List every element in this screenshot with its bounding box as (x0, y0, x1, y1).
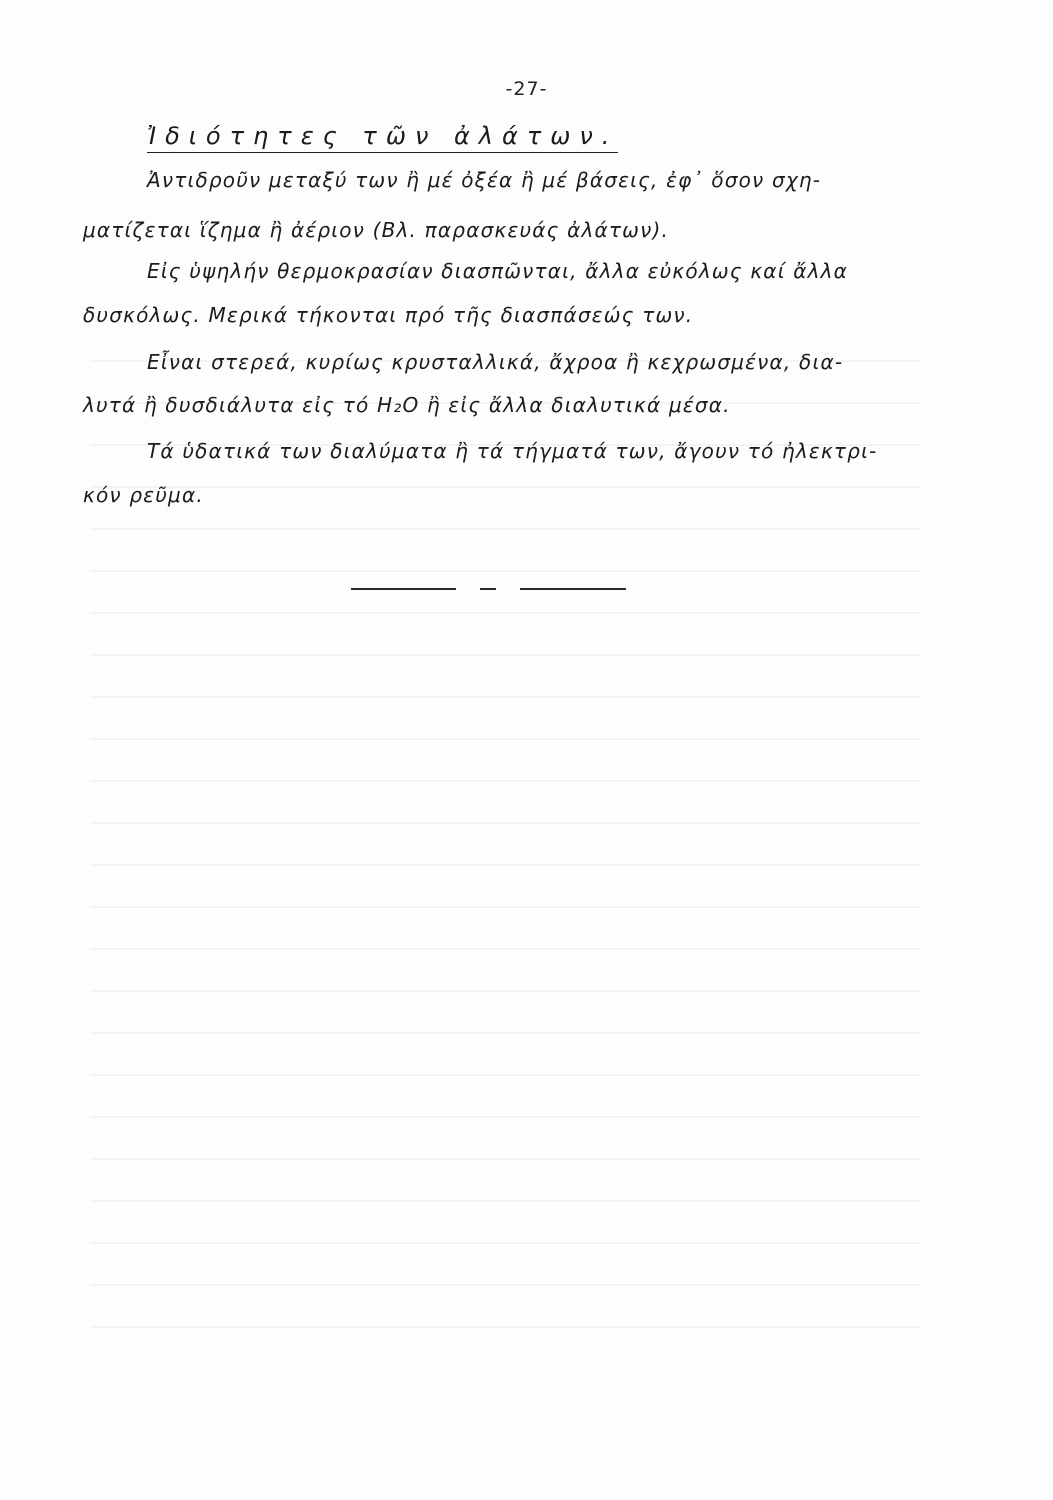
end-rule-right (520, 588, 626, 590)
paragraph-line-7: Τά ὑδατικά των διαλύματα ἢ τά τήγματά των, ἄγουν τό ἠλεκτρι- (147, 439, 878, 463)
page-number: -27- (505, 78, 548, 100)
paragraph-line-5: Εἶναι στερεά, κυρίως κρυσταλλικά, ἄχροα ἢ κεχρωσμένα, δια- (147, 350, 844, 374)
bleed-through-texture (90, 360, 920, 1410)
paragraph-line-3: Εἰς ὑψηλήν θερμοκρασίαν διασπῶνται, ἄλλα εὐκόλως καί ἄλλα (147, 259, 849, 283)
paragraph-line-2: ματίζεται ἵζημα ἢ ἀέριον (Βλ. παρασκευάς ἀλάτων). (83, 218, 670, 242)
paragraph-line-8: κόν ρεῦμα. (83, 483, 204, 507)
paragraph-line-1: Ἀντιδροῦν μεταξύ των ἢ μέ ὀξέα ἢ μέ βάσεις, ἐφ᾽ ὅσον σχη- (147, 168, 822, 192)
paragraph-line-4: δυσκόλως. Μερικά τήκονται πρό τῆς διασπάσεώς των. (83, 303, 694, 327)
end-rule-left (351, 588, 456, 590)
section-heading: Ἰδιότητες τῶν ἀλάτων. (147, 122, 618, 153)
paragraph-line-6: λυτά ἢ δυσδιάλυτα εἰς τό H₂O ἢ εἰς ἄλλα διαλυτικά μέσα. (83, 393, 731, 417)
end-rule-middle (480, 588, 496, 590)
